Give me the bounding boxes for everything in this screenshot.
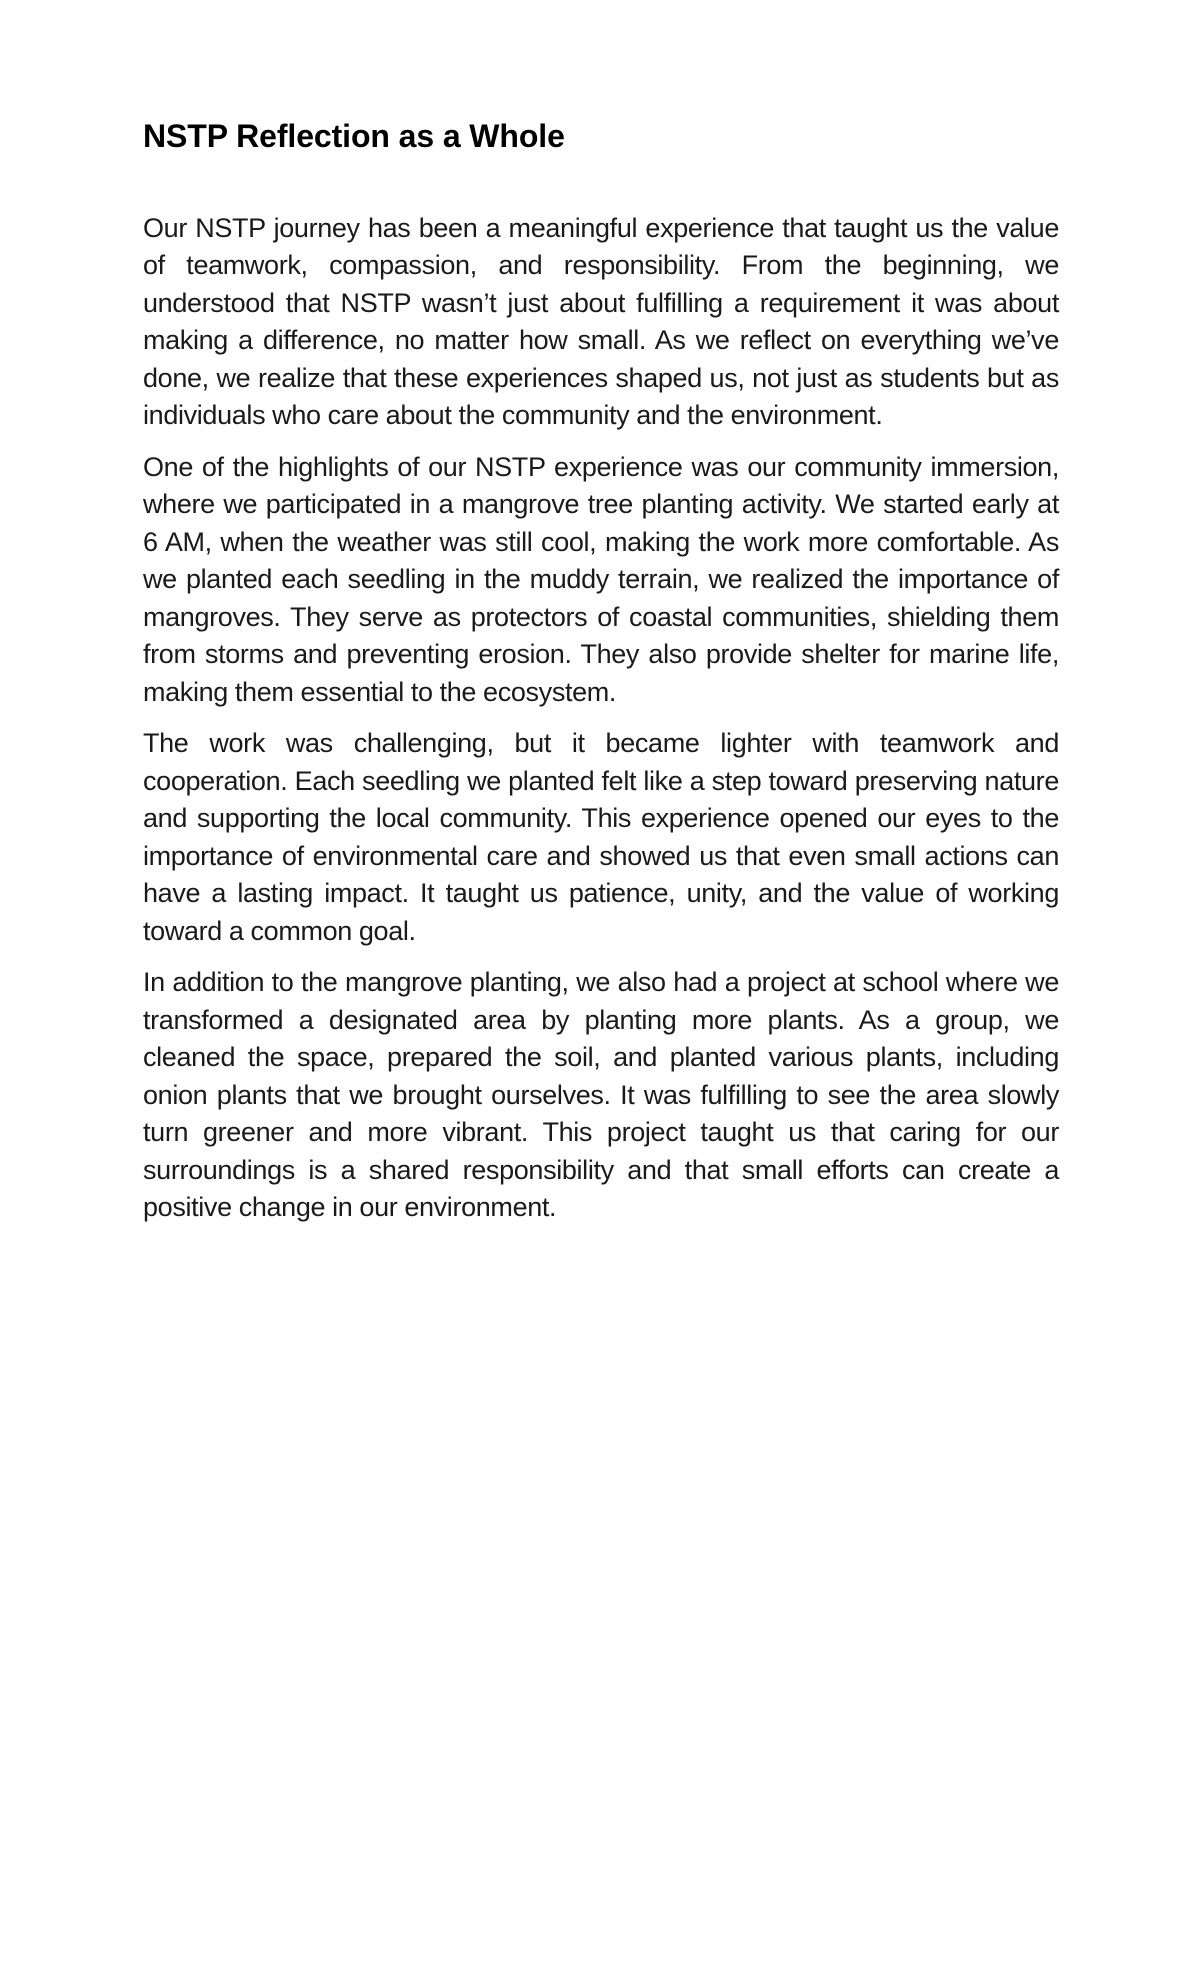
page-title: NSTP Reflection as a Whole	[143, 118, 565, 154]
document-content	[143, 0, 1059, 1227]
paragraph-1: Our NSTP journey has been a meaningful experience that taught us the value of teamwork, compassion, and responsibility. From the beginning, we understood that NSTP wasn’t just about fulfilling a requirement it was about making a difference, no matter how small. As we reflect on everything we’ve done, we realize that these experiences shaped us, not just as students but as individuals who care about the community and the environment.	[143, 212, 1059, 431]
paragraph-2: One of the highlights of our NSTP experience was our community immersion, where we participated in a mangrove tree planting activity. We started early at 6 AM, when the weather was still cool, making the work more comfortable. As we planted each seedling in the muddy terrain, we realized the importance of mangroves. They serve as protectors of coastal communities, shielding them from storms and preventing erosion. They also provide shelter for marine life, making them essential to the ecosystem.	[143, 451, 1059, 707]
paragraph-4: In addition to the mangrove planting, we also had a project at school where we transformed a designated area by planting more plants. As a group, we cleaned the space, prepared the soil, and planted various plants, including onion plants that we brought ourselves. It was fulfilling to see the area slowly turn greener and more vibrant. This project taught us that caring for our surroundings is a shared responsibility and that small efforts can create a positive change in our environment.	[143, 967, 1059, 1223]
paragraph-3: The work was challenging, but it became lighter with teamwork and cooperation. Each seedling we planted felt like a step toward preserving nature and supporting the local community. This experience opened our eyes to the importance of environmental care and showed us that even small actions can have a lasting impact. It taught us patience, unity, and the value of working toward a common goal.	[143, 728, 1059, 946]
document-body	[143, 156, 1059, 1227]
